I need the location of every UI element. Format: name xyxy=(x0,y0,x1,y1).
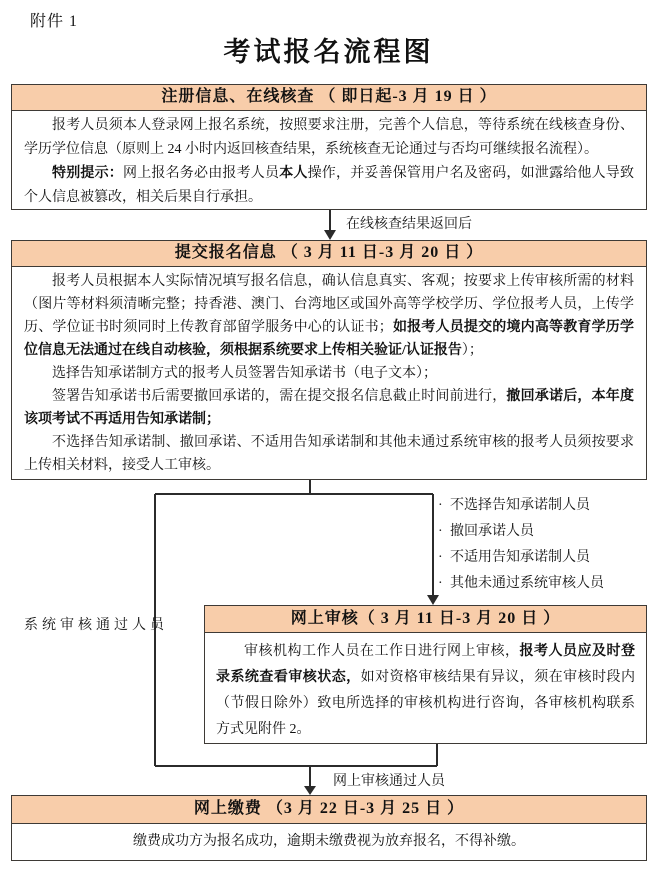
reason-item xyxy=(438,519,604,545)
reason-item xyxy=(438,493,604,519)
review-step-body xyxy=(205,633,646,743)
manual-review-reason-list xyxy=(438,493,604,597)
attachment-label: 附件 1 xyxy=(30,13,79,30)
review-step-header: 网上审核（ 3 月 11 日-3 月 20 日 ） xyxy=(205,606,646,633)
paragraph: 不选择告知承诺制、撤回承诺、不适用告知承诺制和其他未通过系统审核的报考人员须按要求上传相关材料，接受人工审核。 xyxy=(24,435,634,473)
paragraph: 特别提示：网上报名务必由报考人员本人操作，并妥善保管用户名及密码，如泄露给他人导致个人信息被篡改，相关后果自行承担。 xyxy=(24,166,635,205)
paragraph: 报考人员根据本人实际情况填写报名信息，确认信息真实、客观；按要求上传审核所需的材料（图片等材料须清晰完整；持香港、澳门、台湾地区或国外高等学校学历、学位报考人员，上传学历、学位证书时须同时上传教育部留学服务中心的认证书；如报考人员提交的境内高等教育学历学位信息无法通过在线自动核验，须根据系统要求上传相关验证/认证报告）； xyxy=(24,274,635,358)
edge-label-system-passed: 系统审核通过人员 xyxy=(24,618,168,633)
bullet-icon: · xyxy=(438,576,443,591)
register-step-header: 注册信息、在线核查 （ 即日起-3 月 19 日 ） xyxy=(12,85,646,111)
paragraph: 选择告知承诺制方式的报考人员签署告知承诺书（电子文本）； xyxy=(52,366,437,381)
submit-step-body xyxy=(12,267,646,477)
paragraph: 报考人员须本人登录网上报名系统，按照要求注册，完善个人信息，等待系统在线核查身份、学历学位信息（原则上 24 小时内返回核查结果，系统核查无论通过与否均可继续报名流程）。 xyxy=(24,118,634,157)
pay-step-body xyxy=(12,824,646,860)
paragraph: 签署告知承诺书后需要撤回承诺的，需在提交报名信息截止时间前进行，撤回承诺后，本年度该项考试不再适用告知承诺制； xyxy=(24,389,635,427)
flow-step-review xyxy=(204,605,647,744)
flow-step-pay xyxy=(11,795,647,861)
arrowhead-to-submit xyxy=(324,230,336,240)
arrowhead-to-pay xyxy=(304,786,316,795)
bullet-icon: · xyxy=(438,524,443,539)
reason-text: 其他未通过系统审核人员 xyxy=(450,576,604,591)
edge-label-after-register: 在线核查结果返回后 xyxy=(346,217,472,232)
reason-item xyxy=(438,545,604,571)
reason-text: 不适用告知承诺制人员 xyxy=(450,550,590,565)
flow-step-submit xyxy=(11,240,647,480)
reason-text: 撤回承诺人员 xyxy=(450,524,534,539)
bullet-icon: · xyxy=(438,498,443,513)
paragraph: 审核机构工作人员在工作日进行网上审核，报考人员应及时登录系统查看审核状态，如对资格审核结果有异议，须在审核时段内（节假日除外）致电所选择的审核机构进行咨询，各审核机构联系方式见附件 2。 xyxy=(216,644,636,737)
submit-step-header: 提交报名信息 （ 3 月 11 日-3 月 20 日 ） xyxy=(12,241,646,267)
edge-label-review-passed: 网上审核通过人员 xyxy=(333,774,445,789)
bullet-icon: · xyxy=(438,550,443,565)
reason-text: 不选择告知承诺制人员 xyxy=(450,498,590,513)
paragraph: 缴费成功方为报名成功，逾期未缴费视为放弃报名，不得补缴。 xyxy=(133,834,525,849)
page-title: 考试报名流程图 xyxy=(223,37,434,67)
register-step-body xyxy=(12,111,646,210)
reason-item xyxy=(438,571,604,597)
pay-step-header: 网上缴费 （3 月 22 日-3 月 25 日 ） xyxy=(12,796,646,824)
flow-step-register xyxy=(11,84,647,210)
